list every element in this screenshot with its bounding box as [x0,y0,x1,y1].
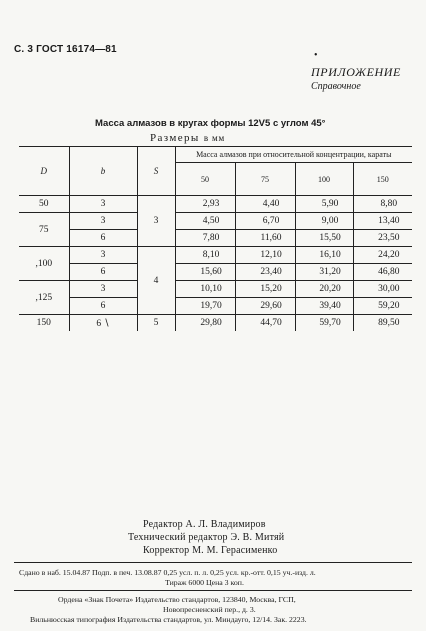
cell-mass-75: 12,10 [235,247,295,264]
table-title: Масса алмазов в кругах формы 12V5 с углом 45° [95,118,326,129]
cell-mass-75: 15,20 [235,281,295,298]
cell-mass-50: 2,93 [175,196,235,213]
imprint-top-rule [14,562,412,563]
cell-b: 3 [69,281,137,298]
conc-header-150: 150 [353,163,412,196]
cell-b: 3 [69,213,137,230]
cell-mass-50: 19,70 [175,298,235,315]
cell-mass-75: 23,40 [235,264,295,281]
imprint-line-1: Сдано в наб. 15.04.87 Подп. в печ. 13.08.87 0,25 усл. п. л. 0,25 усл. кр.-отт. 0,15 уч.-изд. л. [19,568,316,577]
table-row [19,298,412,315]
col-header-b: b [69,147,137,196]
editor-credit: Редактор А. Л. Владимиров [143,519,266,530]
dimensions-note [150,132,225,144]
cell-mass-150: 46,80 [353,264,412,281]
cell-mass-50: 7,80 [175,230,235,247]
cell-mass-150: 23,50 [353,230,412,247]
cell-d: 150 [36,318,51,328]
proofreader-credit: Корректор М. М. Герасименко [143,545,278,556]
diamond-mass-table [19,146,412,331]
table-row [19,213,412,230]
conc-header-50: 50 [175,163,235,196]
cell-mass-100: 31,20 [295,264,353,281]
cell-mass-150: 59,20 [353,298,412,315]
cell-b: 6 [69,298,137,315]
cell-mass-150: 89,50 [353,315,412,332]
cell-mass-50: 15,60 [175,264,235,281]
cell-d: 50 [19,196,69,213]
table-row [19,196,412,213]
dimensions-unit: в мм [203,133,225,143]
dimensions-label: Размеры [150,132,200,144]
cell-mass-50: 8,10 [175,247,235,264]
conc-header-100: 100 [295,163,353,196]
cell-mass-75: 11,60 [235,230,295,247]
cell-b: 6 [69,264,137,281]
cell-mass-100: 16,10 [295,247,353,264]
appendix-subtitle: Справочное [311,81,361,92]
table-row [19,315,412,332]
table-row [19,230,412,247]
cell-d: ,125 [19,281,69,315]
cell-b: 6 [69,230,137,247]
cell-mass-75: 29,60 [235,298,295,315]
table-header-row [19,147,412,163]
tech-editor-credit: Технический редактор Э. В. Митяй [128,532,285,543]
cell-mass-50: 29,80 [175,315,235,332]
cell-mass-150: 30,00 [353,281,412,298]
concentration-header: Масса алмазов при относительной концентрации, караты [175,147,412,163]
cell-mass-75: 44,70 [235,315,295,332]
table-row [19,264,412,281]
cell-s: 3 [137,196,175,247]
cell-d: ,100 [19,247,69,281]
publisher-line-3: Вильнюсская типография Издательства стандартов, ул. Миндауго, 12/14. Зак. 2223. [30,615,307,624]
page-header: С. 3 ГОСТ 16174—81 [14,44,117,55]
col-header-d: D [19,147,69,196]
cell-mass-100: 59,70 [295,315,353,332]
cell-b: 3 [69,196,137,213]
table-row [19,247,412,264]
imprint-bottom-rule [14,590,412,591]
publisher-line-2: Новопресненский пер., д. 3. [163,605,256,614]
cell-mass-150: 24,20 [353,247,412,264]
cell-mass-100: 39,40 [295,298,353,315]
mark-dot: • [314,50,318,61]
cell-mass-100: 20,20 [295,281,353,298]
appendix-title: ПРИЛОЖЕНИЕ [311,65,401,79]
cell-mass-150: 8,80 [353,196,412,213]
conc-header-75: 75 [235,163,295,196]
publisher-line-1: Ордена «Знак Почета» Издательство стандартов, 123840, Москва, ГСП, [58,595,296,604]
cell-d: 75 [19,213,69,247]
cell-s: 4 [137,247,175,315]
cell-b: 6 ∖ [69,315,137,332]
table-row [19,281,412,298]
cell-mass-100: 9,00 [295,213,353,230]
cell-mass-100: 5,90 [295,196,353,213]
col-header-s: S [137,147,175,196]
cell-mass-75: 6,70 [235,213,295,230]
cell-mass-50: 4,50 [175,213,235,230]
cell-mass-100: 15,50 [295,230,353,247]
cell-b: 3 [69,247,137,264]
cell-mass-50: 10,10 [175,281,235,298]
cell-mass-150: 13,40 [353,213,412,230]
imprint-line-2: Тираж 6000 Цена 3 коп. [165,578,244,587]
cell-s: 5 [137,315,175,332]
cell-mass-75: 4,40 [235,196,295,213]
